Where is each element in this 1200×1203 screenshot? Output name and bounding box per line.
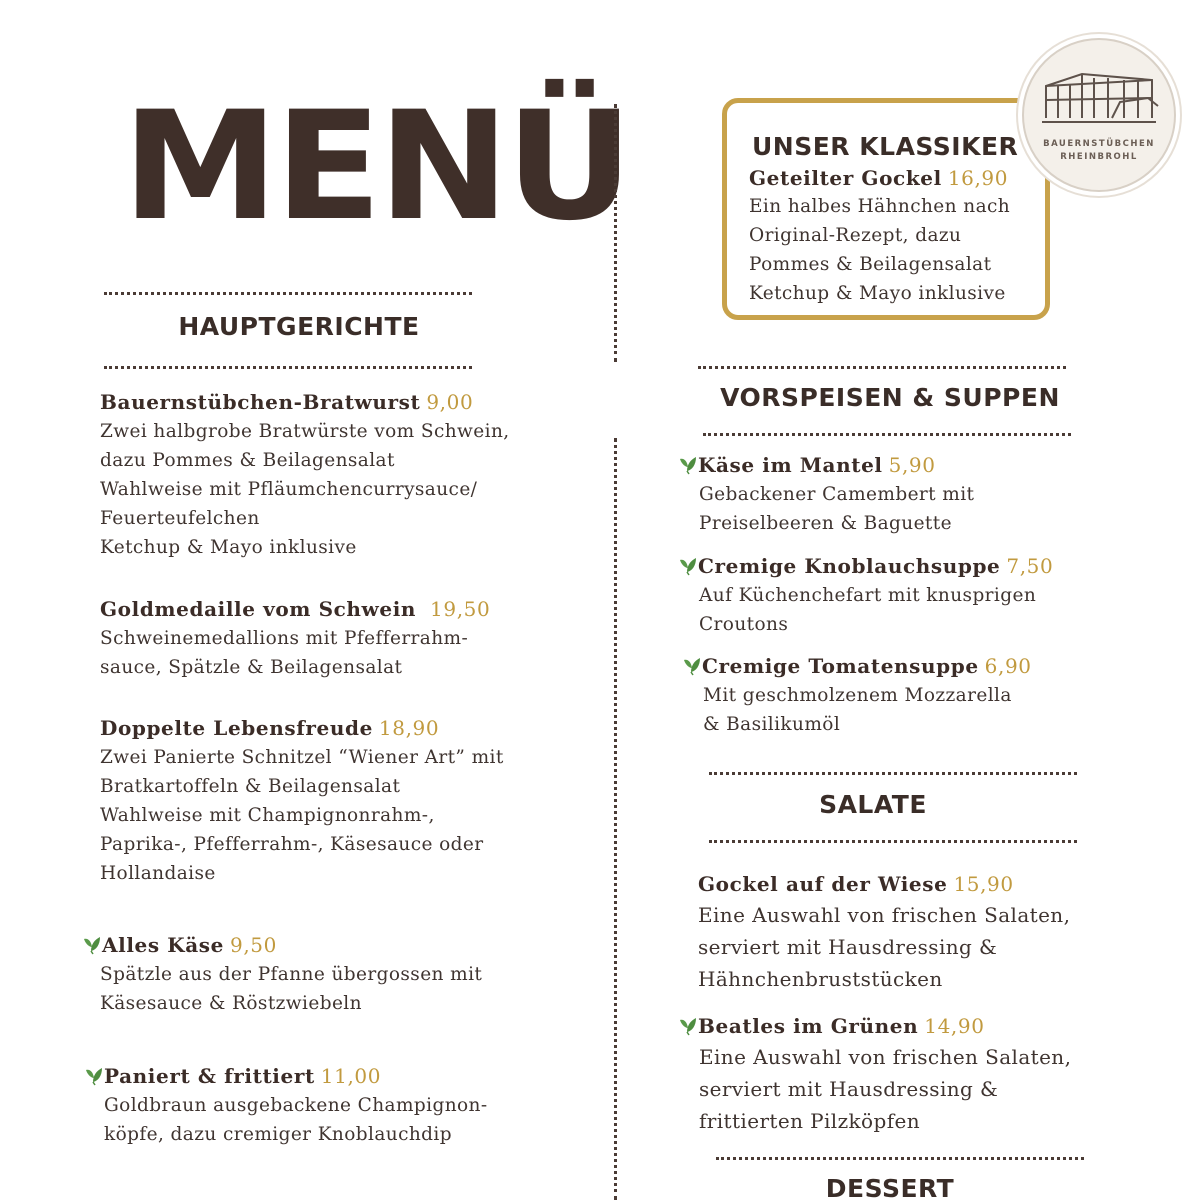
description-line: Käsesauce & Röstzwiebeln — [100, 993, 362, 1014]
column-divider-bottom — [614, 438, 617, 1200]
leaf-icon — [678, 1016, 698, 1036]
item-name: Käse im Mantel — [698, 453, 883, 477]
menu-item — [84, 1064, 488, 1149]
item-description — [100, 624, 490, 682]
column-divider-top — [614, 104, 617, 362]
item-description — [104, 1091, 488, 1149]
item-price: 7,50 — [1006, 554, 1054, 578]
divider — [104, 292, 472, 295]
description-line: Eine Auswahl von frischen Salaten, — [699, 1045, 1072, 1069]
menu-item — [678, 1014, 1071, 1137]
divider — [716, 1157, 1084, 1160]
item-title — [100, 716, 504, 740]
description-line: Bratkartoffeln & Beilagensalat — [100, 776, 401, 797]
item-description — [749, 192, 1010, 308]
description-line: Zwei halbgrobe Bratwürste vom Schwein, — [100, 421, 510, 442]
description-line: Wahlweise mit Pfläumchencurrysauce/ — [100, 479, 478, 500]
description-line: Spätzle aus der Pfanne übergossen mit — [100, 964, 483, 985]
description-line: Hähnchenbruststücken — [698, 967, 943, 991]
section-heading-salate: SALATE — [819, 790, 927, 819]
item-title — [82, 933, 482, 957]
description-line: serviert mit Hausdressing & — [699, 1077, 999, 1101]
item-title — [749, 166, 1010, 190]
item-description — [703, 681, 1032, 739]
item-description — [100, 960, 482, 1018]
item-price: 14,90 — [924, 1014, 985, 1038]
description-line: Croutons — [699, 614, 789, 635]
item-name: Alles Käse — [102, 933, 224, 957]
item-title — [698, 872, 1070, 896]
item-price: 16,90 — [947, 166, 1009, 190]
description-line: Paprika-, Pfefferrahm-, Käsesauce oder — [100, 834, 484, 855]
divider — [709, 840, 1077, 843]
section-heading-dessert: DESSERT — [825, 1174, 955, 1203]
item-title — [678, 1014, 1071, 1038]
description-line: dazu Pommes & Beilagensalat — [100, 450, 395, 471]
description-line: Ein halbes Hähnchen nach — [749, 196, 1011, 217]
description-line: Ketchup & Mayo inklusive — [100, 537, 357, 558]
item-price: 15,90 — [953, 872, 1014, 896]
leaf-icon — [84, 1066, 104, 1086]
description-line: frittierten Pilzköpfen — [699, 1109, 921, 1133]
item-price: 9,00 — [426, 390, 474, 414]
seal-line-1: BAUERNSTÜBCHEN — [1043, 139, 1155, 149]
item-name: Goldmedaille vom Schwein — [100, 597, 417, 621]
item-name: Cremige Tomatensuppe — [702, 654, 979, 678]
item-name: Cremige Knoblauchsuppe — [698, 554, 1001, 578]
item-price: 11,00 — [320, 1064, 382, 1088]
item-description — [699, 581, 1053, 639]
menu-item — [100, 390, 510, 562]
description-line: serviert mit Hausdressing & — [698, 935, 998, 959]
leaf-icon — [678, 556, 698, 576]
menu-item — [100, 597, 490, 682]
description-line: Feuerteufelchen — [100, 508, 260, 529]
item-description — [699, 480, 974, 538]
description-line: Wahlweise mit Champignonrahm-, — [100, 805, 435, 826]
main-title: MENÜ — [122, 80, 630, 254]
description-line: Auf Küchenchefart mit knusprigen — [699, 585, 1037, 606]
divider — [104, 366, 472, 369]
item-description — [100, 417, 510, 562]
item-title — [84, 1064, 488, 1088]
description-line: Mit geschmolzenem Mozzarella — [703, 685, 1012, 706]
item-name: Beatles im Grünen — [698, 1014, 919, 1038]
item-price: 19,50 — [430, 597, 491, 621]
klassiker-heading: UNSER KLASSIKER — [752, 132, 1019, 161]
menu-item — [678, 554, 1053, 639]
leaf-icon — [678, 455, 698, 475]
description-line: sauce, Spätzle & Beilagensalat — [100, 657, 403, 678]
item-title — [100, 597, 490, 621]
description-line: Eine Auswahl von frischen Salaten, — [698, 903, 1071, 927]
item-name: Bauernstübchen-Bratwurst — [100, 390, 421, 414]
item-description — [698, 899, 1070, 995]
description-line: Gebackener Camembert mit — [699, 484, 975, 505]
menu-item — [100, 716, 504, 888]
item-price: 18,90 — [378, 716, 440, 740]
description-line: Original-Rezept, dazu — [749, 225, 962, 246]
menu-item — [698, 872, 1070, 995]
item-name: Gockel auf der Wiese — [698, 872, 948, 896]
menu-item — [682, 654, 1032, 739]
leaf-icon — [82, 935, 102, 955]
item-description — [699, 1041, 1071, 1137]
menu-item — [678, 453, 974, 538]
section-heading-hauptgerichte: HAUPTGERICHTE — [178, 312, 420, 341]
klassiker-item — [749, 166, 1010, 308]
leaf-icon — [682, 656, 702, 676]
item-price: 6,90 — [984, 654, 1032, 678]
description-line: Schweinemedallions mit Pfefferrahm- — [100, 628, 469, 649]
divider — [703, 433, 1071, 436]
house-icon — [1024, 40, 1174, 190]
description-line: & Basilikumöl — [703, 714, 841, 735]
item-name: Geteilter Gockel — [749, 166, 942, 190]
item-name: Paniert & frittiert — [104, 1064, 315, 1088]
item-price: 9,50 — [230, 933, 277, 957]
item-title — [682, 654, 1032, 678]
restaurant-logo-seal — [1022, 38, 1176, 192]
item-title — [678, 453, 974, 477]
item-title — [678, 554, 1053, 578]
item-description — [100, 743, 504, 888]
item-title — [100, 390, 510, 414]
description-line: Ketchup & Mayo inklusive — [749, 283, 1006, 304]
divider — [698, 366, 1066, 369]
seal-line-2: RHEINBROHL — [1060, 152, 1138, 162]
item-price: 5,90 — [888, 453, 936, 477]
description-line: köpfe, dazu cremiger Knoblauchdip — [104, 1124, 452, 1145]
description-line: Goldbraun ausgebackene Champignon- — [104, 1095, 488, 1116]
description-line: Zwei Panierte Schnitzel “Wiener Art” mit — [100, 747, 504, 768]
description-line: Pommes & Beilagensalat — [749, 254, 992, 275]
menu-item — [82, 933, 482, 1018]
divider — [709, 772, 1077, 775]
section-heading-vorspeisen: VORSPEISEN & SUPPEN — [720, 383, 1060, 412]
description-line: Preiselbeeren & Baguette — [699, 513, 952, 534]
item-name: Doppelte Lebensfreude — [100, 716, 373, 740]
description-line: Hollandaise — [100, 863, 216, 884]
